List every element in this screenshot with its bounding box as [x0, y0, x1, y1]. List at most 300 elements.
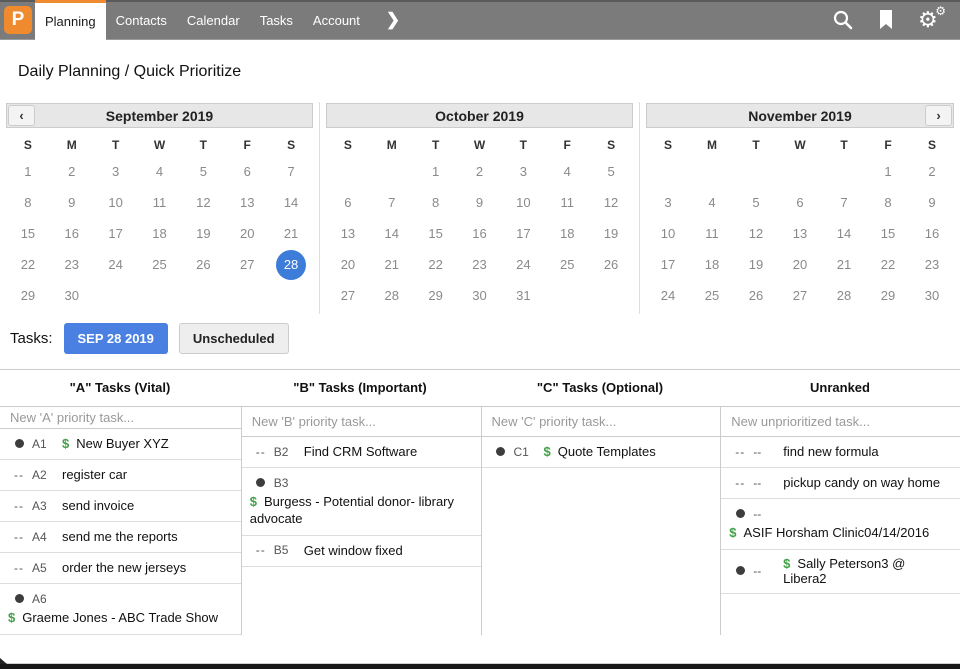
calendar-day: [326, 156, 370, 187]
search-icon[interactable]: [832, 9, 854, 31]
calendar-day: [589, 280, 633, 311]
day-number[interactable]: 7: [840, 195, 848, 210]
day-number[interactable]: 21: [283, 226, 299, 241]
task-status-dash[interactable]: [727, 476, 753, 490]
day-number[interactable]: 22: [428, 257, 443, 272]
day-number[interactable]: 16: [64, 226, 79, 241]
task-status-dash[interactable]: [6, 468, 32, 482]
day-number[interactable]: 27: [239, 257, 255, 272]
day-number[interactable]: 26: [603, 257, 619, 272]
task-row[interactable]: [0, 522, 241, 553]
dot-icon: [15, 439, 24, 448]
day-number[interactable]: 6: [796, 195, 804, 210]
calendar-day[interactable]: [181, 218, 225, 249]
calendar-day[interactable]: [414, 156, 458, 187]
day-number[interactable]: 20: [239, 226, 255, 241]
tab-account[interactable]: Account: [312, 12, 360, 28]
calendar-day[interactable]: [370, 249, 414, 280]
task-status-dot[interactable]: [727, 566, 753, 575]
app-logo[interactable]: P: [4, 6, 32, 34]
calendar-day[interactable]: [326, 218, 370, 249]
task-row[interactable]: [721, 437, 960, 468]
day-number[interactable]: 1: [432, 164, 440, 179]
task-row-line: [6, 497, 233, 514]
calendar-day[interactable]: [458, 218, 502, 249]
day-number[interactable]: 14: [283, 195, 299, 210]
day-number[interactable]: 28: [384, 288, 399, 303]
day-number[interactable]: 30: [924, 288, 940, 303]
day-number[interactable]: 23: [64, 257, 79, 272]
calendar-day[interactable]: [778, 280, 822, 311]
day-number[interactable]: 22: [20, 257, 36, 272]
day-number[interactable]: 12: [603, 195, 619, 210]
calendar-day: [690, 156, 734, 187]
day-number[interactable]: 8: [432, 195, 440, 210]
calendar-day[interactable]: [269, 218, 313, 249]
day-number[interactable]: 18: [559, 226, 575, 241]
calendar-day[interactable]: [866, 187, 910, 218]
bottom-bar: [0, 663, 960, 669]
day-number[interactable]: 4: [708, 195, 716, 210]
calendar-day[interactable]: [269, 156, 313, 187]
day-number[interactable]: 15: [880, 226, 896, 241]
dollar-icon: $: [783, 555, 791, 571]
calendar-day[interactable]: [501, 187, 545, 218]
day-of-week-label: T: [199, 138, 208, 152]
new-task-input[interactable]: [721, 407, 960, 437]
nav-more-chevron[interactable]: ❯: [385, 10, 401, 29]
calendar-strip: [0, 102, 960, 314]
task-column-header: "A" Tasks (Vital): [69, 380, 171, 395]
calendar-day[interactable]: [501, 280, 545, 311]
calendar-day[interactable]: [50, 218, 94, 249]
calendar-day[interactable]: [866, 218, 910, 249]
calendar-day[interactable]: [734, 218, 778, 249]
day-number[interactable]: 5: [199, 164, 207, 179]
day-number[interactable]: 22: [880, 257, 896, 272]
calendar-day[interactable]: [778, 187, 822, 218]
calendar-day[interactable]: [458, 156, 502, 187]
calendar-day[interactable]: [501, 218, 545, 249]
calendar-day[interactable]: [822, 187, 866, 218]
tasks-bar: [0, 314, 960, 362]
calendar-day[interactable]: [646, 280, 690, 311]
day-number[interactable]: 17: [108, 226, 123, 241]
calendar-day[interactable]: [326, 187, 370, 218]
tab-contacts[interactable]: Contacts: [115, 12, 167, 28]
calendar-day[interactable]: [370, 280, 414, 311]
day-number[interactable]: 24: [516, 257, 531, 272]
calendar-day[interactable]: [94, 187, 138, 218]
calendar-day[interactable]: [646, 218, 690, 249]
calendar-day[interactable]: [501, 156, 545, 187]
task-status-dash[interactable]: [6, 499, 32, 513]
tab-planning[interactable]: Planning: [35, 0, 106, 40]
day-of-week-label: S: [287, 138, 296, 152]
calendar-day: [138, 280, 182, 311]
calendar-day[interactable]: [458, 187, 502, 218]
task-column: [482, 407, 722, 635]
day-number[interactable]: 8: [24, 195, 32, 210]
day-number[interactable]: 3: [519, 164, 527, 179]
task-content: [727, 522, 952, 542]
calendar-day[interactable]: [545, 187, 589, 218]
task-row-line: [727, 474, 952, 491]
calendar-day[interactable]: [414, 218, 458, 249]
calendar-day[interactable]: [778, 249, 822, 280]
calendar-day[interactable]: [910, 187, 954, 218]
calendar-day[interactable]: [370, 218, 414, 249]
calendar-day[interactable]: [94, 218, 138, 249]
day-number[interactable]: 28: [836, 288, 852, 303]
day-number[interactable]: 11: [152, 195, 167, 210]
new-task-input[interactable]: [0, 407, 241, 429]
calendar-day[interactable]: [6, 156, 50, 187]
day-of-week-label: S: [927, 138, 936, 152]
task-row[interactable]: [242, 437, 481, 468]
calendar-day[interactable]: [778, 218, 822, 249]
day-number[interactable]: 10: [108, 195, 123, 210]
day-number[interactable]: 13: [340, 226, 356, 241]
calendar-day[interactable]: [690, 249, 734, 280]
task-status-dash[interactable]: [248, 445, 274, 459]
task-status-dash[interactable]: [727, 445, 753, 459]
calendar-day[interactable]: [822, 280, 866, 311]
task-row[interactable]: [721, 550, 960, 594]
task-row-line: [248, 474, 473, 491]
calendar-day[interactable]: [910, 280, 954, 311]
day-of-week-label: S: [663, 138, 672, 152]
calendar-day[interactable]: [414, 187, 458, 218]
day-number[interactable]: 5: [752, 195, 760, 210]
calendar-day[interactable]: [589, 249, 633, 280]
calendar-day: [822, 156, 866, 187]
calendar-day: [370, 156, 414, 187]
task-row[interactable]: [482, 437, 721, 468]
calendar-day[interactable]: [94, 249, 138, 280]
day-number[interactable]: 7: [287, 164, 295, 179]
task-rank-label: A6: [32, 591, 47, 606]
task-row[interactable]: [721, 499, 960, 550]
calendar-day[interactable]: [138, 156, 182, 187]
day-number[interactable]: 26: [748, 288, 764, 303]
task-rank-label: A5: [32, 560, 47, 575]
calendar-day[interactable]: [646, 187, 690, 218]
selected-date-button[interactable]: SEP 28 2019: [64, 323, 168, 354]
task-content: [62, 498, 134, 513]
calendar-day[interactable]: [138, 187, 182, 218]
day-number[interactable]: 16: [472, 226, 487, 241]
day-number[interactable]: 18: [152, 226, 167, 241]
day-number[interactable]: 14: [836, 226, 852, 241]
task-status-dot[interactable]: [6, 439, 32, 448]
calendar-day[interactable]: [50, 187, 94, 218]
task-text: pickup candy on way home: [783, 475, 941, 490]
day-number[interactable]: 3: [112, 164, 120, 179]
calendar-day[interactable]: [734, 280, 778, 311]
gears-icon[interactable]: ⚙ ⚙: [918, 4, 946, 32]
calendar-day[interactable]: [910, 218, 954, 249]
calendar-day[interactable]: [822, 249, 866, 280]
task-row-line: [727, 505, 952, 522]
day-number[interactable]: 20: [792, 257, 808, 272]
task-row-line: [727, 443, 952, 460]
prev-month-button[interactable]: ‹: [8, 105, 35, 126]
calendar-day[interactable]: [690, 280, 734, 311]
calendar-grid: [646, 134, 954, 311]
calendar-day[interactable]: [269, 249, 313, 280]
calendar-day[interactable]: [181, 187, 225, 218]
calendar-month: [640, 102, 960, 314]
task-content: [304, 543, 403, 558]
day-number[interactable]: 9: [928, 195, 936, 210]
calendar-day[interactable]: [545, 156, 589, 187]
tab-tasks[interactable]: Tasks: [259, 12, 293, 28]
calendar-day[interactable]: [94, 156, 138, 187]
unscheduled-button[interactable]: Unscheduled: [179, 323, 289, 354]
day-number[interactable]: 2: [475, 164, 484, 179]
day-number[interactable]: 27: [792, 288, 808, 303]
bookmark-icon[interactable]: [878, 10, 894, 30]
day-number[interactable]: 15: [20, 226, 36, 241]
calendar-day[interactable]: [734, 187, 778, 218]
calendar-day[interactable]: [866, 156, 910, 187]
day-number[interactable]: 19: [748, 257, 764, 272]
task-status-dash[interactable]: [248, 543, 274, 557]
calendar-day[interactable]: [225, 156, 269, 187]
calendar-day[interactable]: [50, 156, 94, 187]
day-number[interactable]: 11: [560, 195, 574, 210]
dash-icon: --: [14, 560, 24, 575]
task-text: send me the reports: [62, 529, 178, 545]
day-number[interactable]: 11: [705, 226, 719, 241]
calendar-day[interactable]: [269, 187, 313, 218]
calendar-day[interactable]: [6, 249, 50, 280]
task-column-header: "B" Tasks (Important): [293, 380, 427, 395]
day-number[interactable]: 25: [152, 257, 167, 272]
day-number[interactable]: 24: [660, 288, 676, 303]
task-row-line: [248, 542, 473, 559]
task-rank-label: B5: [273, 543, 289, 558]
day-number[interactable]: 26: [196, 257, 211, 272]
task-table: [0, 369, 960, 635]
day-of-week-label: S: [343, 138, 352, 152]
day-number[interactable]: 18: [704, 257, 720, 272]
day-number[interactable]: 2: [928, 164, 936, 179]
dot-icon: [256, 478, 265, 487]
task-table-header: [0, 370, 960, 406]
task-column-header: "C" Tasks (Optional): [536, 380, 664, 395]
calendar-day[interactable]: [589, 218, 633, 249]
day-number[interactable]: 23: [924, 257, 940, 272]
task-text: New Buyer XYZ: [76, 436, 169, 452]
task-text: Get window fixed: [303, 542, 403, 558]
day-number[interactable]: 1: [884, 164, 892, 179]
calendar-day[interactable]: [866, 280, 910, 311]
calendar-day[interactable]: [225, 187, 269, 218]
task-row[interactable]: [0, 460, 241, 491]
calendar-day[interactable]: [225, 218, 269, 249]
day-number[interactable]: 16: [924, 226, 940, 241]
task-rank-label: --: [753, 506, 762, 521]
task-row[interactable]: [242, 468, 481, 536]
task-status-dash[interactable]: [6, 561, 32, 575]
task-status-dot[interactable]: [727, 509, 753, 518]
task-text: ASIF Horsham Clinic04/14/2016: [743, 525, 930, 540]
day-number[interactable]: 9: [68, 195, 76, 210]
dollar-icon: $: [62, 436, 70, 452]
task-text: Burgess - Potential donor- library advocate: [249, 494, 455, 526]
day-number[interactable]: 6: [344, 195, 352, 210]
task-status-dash[interactable]: [6, 530, 32, 544]
day-number[interactable]: 15: [428, 226, 443, 241]
task-row[interactable]: [0, 553, 241, 584]
day-number[interactable]: 12: [748, 226, 764, 241]
day-number[interactable]: 6: [243, 164, 251, 179]
task-row[interactable]: [721, 468, 960, 499]
task-table-columns: [0, 406, 960, 635]
calendar-day[interactable]: [589, 187, 633, 218]
day-number[interactable]: 21: [384, 257, 399, 272]
calendar-day[interactable]: [458, 249, 502, 280]
day-number[interactable]: 31: [516, 288, 531, 303]
calendar-day[interactable]: [501, 249, 545, 280]
calendar-day[interactable]: [6, 187, 50, 218]
next-month-button[interactable]: ›: [925, 105, 952, 126]
task-row[interactable]: [0, 429, 241, 460]
calendar-day[interactable]: [326, 249, 370, 280]
day-number[interactable]: 17: [516, 226, 531, 241]
calendar-day[interactable]: [646, 249, 690, 280]
calendar-day[interactable]: [225, 249, 269, 280]
calendar-day[interactable]: [181, 156, 225, 187]
calendar-day[interactable]: [50, 280, 94, 311]
day-of-week-label: F: [563, 138, 571, 152]
day-number[interactable]: 27: [340, 288, 356, 303]
dot-icon: [15, 594, 24, 603]
day-number[interactable]: 23: [472, 257, 487, 272]
dollar-icon: $: [543, 444, 551, 459]
day-number[interactable]: 10: [516, 195, 531, 210]
calendar-day[interactable]: [589, 156, 633, 187]
calendar-day[interactable]: [6, 280, 50, 311]
task-rank-label: A4: [32, 529, 47, 544]
task-column: [0, 407, 242, 635]
calendar-day[interactable]: [910, 249, 954, 280]
day-number[interactable]: 5: [607, 164, 615, 179]
day-number[interactable]: 14: [384, 226, 399, 241]
calendar-day[interactable]: [690, 218, 734, 249]
calendar-day[interactable]: [181, 249, 225, 280]
calendar-day[interactable]: [866, 249, 910, 280]
day-number[interactable]: 4: [155, 164, 164, 179]
day-of-week-label: M: [66, 138, 77, 152]
day-of-week-label: T: [752, 138, 760, 152]
day-number[interactable]: 29: [428, 288, 443, 303]
task-content: [6, 607, 233, 627]
day-number[interactable]: 21: [836, 257, 852, 272]
day-number[interactable]: 13: [239, 195, 255, 210]
calendar-day[interactable]: [690, 187, 734, 218]
calendar-day[interactable]: [50, 249, 94, 280]
calendar-day[interactable]: [138, 218, 182, 249]
task-row-line: [727, 556, 952, 586]
task-status-dot[interactable]: [248, 478, 274, 487]
calendar-day[interactable]: [138, 249, 182, 280]
calendar-day[interactable]: [6, 218, 50, 249]
day-number[interactable]: 10: [660, 226, 676, 241]
day-of-week-label: T: [519, 138, 528, 152]
dash-icon: --: [255, 444, 266, 459]
calendar-day[interactable]: [414, 280, 458, 311]
day-number[interactable]: 30: [472, 288, 487, 303]
calendar-day[interactable]: [734, 249, 778, 280]
day-number[interactable]: 13: [792, 226, 808, 241]
task-rank-label: B2: [273, 444, 289, 459]
day-number[interactable]: 3: [664, 195, 672, 210]
dash-icon: --: [735, 444, 746, 459]
dash-icon: --: [14, 529, 24, 544]
day-number[interactable]: 9: [475, 195, 484, 210]
dash-icon: --: [14, 467, 24, 482]
task-row-line: [248, 443, 473, 460]
day-number[interactable]: 2: [68, 164, 76, 179]
task-row[interactable]: [242, 536, 481, 567]
day-number[interactable]: 8: [884, 195, 892, 210]
task-column: [242, 407, 482, 635]
task-status-dot[interactable]: [6, 594, 32, 603]
calendar-day[interactable]: [545, 218, 589, 249]
day-number[interactable]: 20: [340, 257, 356, 272]
new-task-input[interactable]: [242, 407, 481, 437]
task-rank-label: A2: [32, 467, 47, 482]
task-row-line: [6, 528, 233, 545]
task-content: [783, 444, 878, 459]
selected-day[interactable]: 28: [276, 250, 306, 280]
day-number[interactable]: 17: [660, 257, 676, 272]
new-task-input[interactable]: [482, 407, 721, 437]
day-number[interactable]: 25: [559, 257, 575, 272]
task-status-dot[interactable]: [488, 447, 514, 456]
day-number[interactable]: 25: [704, 288, 720, 303]
day-number[interactable]: 30: [64, 288, 79, 303]
day-number[interactable]: 19: [603, 226, 619, 241]
task-row[interactable]: [0, 584, 241, 635]
calendar-day[interactable]: [370, 187, 414, 218]
calendar-day[interactable]: [910, 156, 954, 187]
calendar-day[interactable]: [458, 280, 502, 311]
nav-icons: [832, 0, 960, 40]
day-number[interactable]: 29: [20, 288, 36, 303]
task-content: [248, 491, 473, 528]
tab-calendar[interactable]: Calendar: [186, 12, 240, 28]
task-row[interactable]: [0, 491, 241, 522]
calendar-day: [778, 156, 822, 187]
day-number[interactable]: 29: [880, 288, 896, 303]
dash-icon: --: [735, 475, 746, 490]
calendar-day[interactable]: [822, 218, 866, 249]
day-number[interactable]: 24: [108, 257, 123, 272]
day-number[interactable]: 1: [24, 164, 32, 179]
calendar-day[interactable]: [326, 280, 370, 311]
calendar-day[interactable]: [545, 249, 589, 280]
day-number[interactable]: 4: [563, 164, 571, 179]
calendar-day[interactable]: [414, 249, 458, 280]
day-of-week-label: F: [884, 138, 892, 152]
day-number[interactable]: 7: [388, 195, 396, 210]
day-number[interactable]: 19: [196, 226, 211, 241]
day-number[interactable]: 12: [196, 195, 211, 210]
